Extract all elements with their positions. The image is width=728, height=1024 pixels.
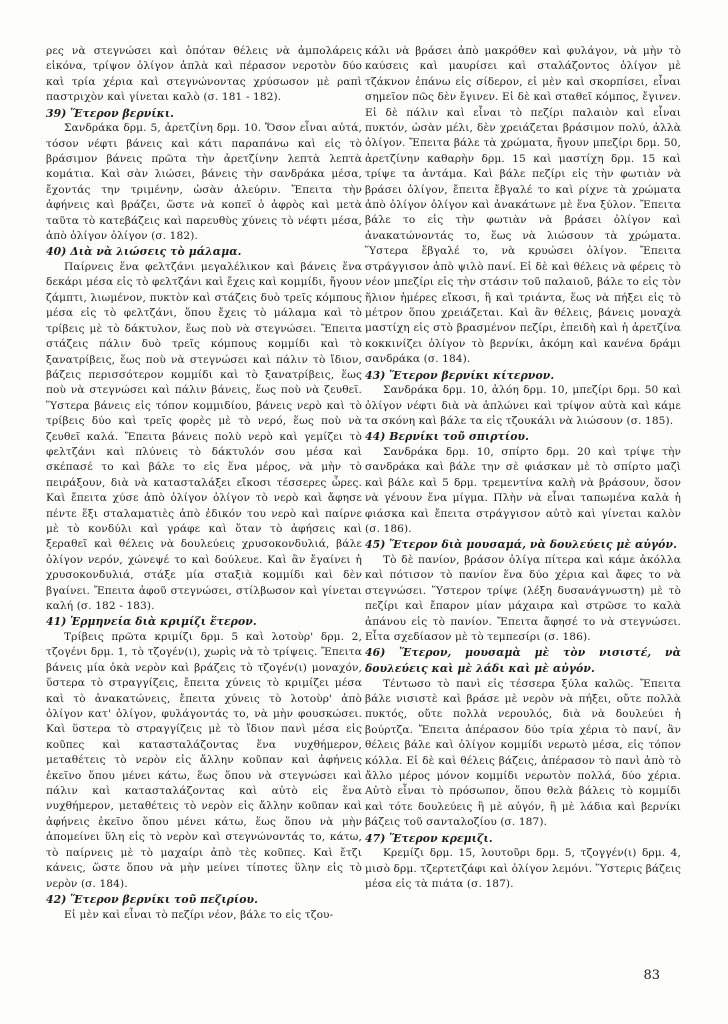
- right-column: [365, 44, 681, 892]
- body-paragraph: Σανδράκα δρμ. 10, σπίρτο δρμ. 20 καὶ τρίψε τὴν σανδράκα καὶ βάλε την σὲ φιάσκαν μὲ τὸ σπίρτο μαζὶ καὶ βάλε καὶ 5 δρμ. τρεμεντίνα καλὴ νὰ βράσουν, ὅσον νὰ γένουν ἕνα μίγμα. Πλὴν νὰ εἶναι ταπωμένα καλὰ ἡ φιάσκα καὶ ἔπειτα στράγγισον αὐτὸ καὶ γίνεται καλὸν (σ. 186).: [365, 445, 681, 535]
- section-heading: 44) Βερνίκι τοῦ σπιρτίου.: [365, 430, 529, 444]
- section-heading: 46) Ἕτερον, μουσαμὰ μὲ τὸν νισιστέ, νὰ δουλεύεις καὶ μὲ λάδι καὶ μὲ αὐγόν.: [365, 646, 681, 675]
- body-paragraph: κάλι νὰ βράσει ἀπὸ μακρόθεν καὶ φυλάγον, νὰ μὴν τὸ καύσεις καὶ μαυρίσει καὶ σταλάζοντος ὀλίγον μὲ τζάκνον ἐπάνω εἰς σίδερον, εἰ μὲν καὶ σκορπίσει, εἶναι σημεῖον πῶς δὲν ἔγινεν. Εἰ δὲ καὶ σταθεῖ κόμπος, ἔγινεν. Εἰ δὲ πάλιν καὶ εἶναι τὸ πεζίρι παλαιὸν καὶ εἶναι πυκτόν, ὡσὰν μέλι, δὲν χρειάζεται βράσιμον πολύ, ἀλλὰ ὀλίγον. Ἔπειτα βάλε τὰ χρώματα, ἤγουν μπεζίρι δρμ. 50, ἀρετζίνην καθαρὴν δρμ. 15 καὶ μαστίχη δρμ. 15 καὶ τρίψε τα ἀντάμα. Καὶ βάλε πεζίρι εἰς τὴν φωτιὰν νὰ βράσει ὀλίγον, ἔπειτα ἔβγαλέ το καὶ ρίχνε τὰ χρώματα ἀπὸ ὀλίγον ὀλίγον καὶ ἀνακάτωνε μὲ ἕνα ξύλον. Ἔπειτα βάλε το εἰς τὴν φωτιὰν νὰ βράσει ὀλίγον καὶ ἀνακατώνοντάς το, ἕως νὰ λιώσουν τὰ χρώματα. Ὕστερα ἔβγαλέ το, νὰ κρυώσει ὀλίγον. Ἔπειτα στράγγισον ἀπὸ ψιλὸ πανί. Εἰ δὲ καὶ θέλεις νὰ φέρεις τὸ νέον μπεζίρι εἰς τὴν στάσιν τοῦ παλαιοῦ, βάλε το εἰς τὸν ἥλιον ἡμέρες εἴκοσι, ἢ καὶ τριάντα, ἕως νὰ πήξει εἰς τὸ μέτρον ὅπου χρειάζεται. Καὶ ἂν θέλεις, βάνεις μοναχὰ μαστίχη εἰς στὸ βρασμένον πεζίρι, ἐπειδὴ καὶ ἡ ἀρετζίνα κοκκινίζει ὀλίγον τὸ βερνίκι, ἀκόμη καὶ κανένα δράμι σανδράκα (σ. 184).: [365, 45, 681, 366]
- body-paragraph: Σανδράκα δρμ. 5, ἀρετζίνη δρμ. 10. Ὅσον εἶναι αὐτά, τόσον νέφτι βάνεις καὶ κάτι παραπάνω καὶ εἰς τὸ βράσιμον βάνεις πρῶτα τὴν ἀρετζίνην λεπτὰ λεπτὰ κομάτια. Καὶ σὰν λιώσει, βάνεις τὴν σανδράκα μέσα, ἔχοντάς την τριμένην, ὡσὰν ἀλεύριν. Ἔπειτα τὴν ἀφήνεις καὶ βράζει, ὥστε νὰ κοπεῖ ὁ ἀφρὸς καὶ μετὰ ταῦτα τὸ κατεβάζεις καὶ παρευθὺς χύνεις τὸ νέφτι μέσα, ἀπὸ ὀλίγον ὀλίγον (σ. 182).: [46, 122, 362, 243]
- body-paragraph: Τρίβεις πρῶτα κριμίζι δρμ. 5 καὶ λοτοὺρ' δρμ. 2, τζογένι δρμ. 1, τὸ τζογέν(ι), χωρὶς νὰ τὸ τρίψεις. Ἔπειτα βάνεις μία ὀκὰ νερὸν καὶ βράζεις τὸ τζογέν(ι) μοναχόν, ὕστερα τὸ στραγγίζεις, ἔπειτα χύνεις τὸ κριμίζει μέσα καὶ τὸ ἀνακατώνεις, ἔπειτα χύνεις τὸ λοτοὺρ' ἀπὸ ὀλίγον κατ' ὀλίγον, φυλάγοντάς το, νὰ μὴν φουσκώσει. Καὶ ὕστερα τὸ στραγγίζεις μὲ τὸ ἴδιον πανὶ μέσα εἰς κοῦπες καὶ κατασταλάζοντας ἕνα νυχθήμερον, μεταθέτεις τὸ νερὸν εἰς ἄλλην κοῦπαν καὶ ἀφήνεις ἐκεῖνο ὅπου μένει κάτω, ἕως ὅπου νὰ στεγνώσει καὶ πάλιν καὶ κατασταλάζοντας καὶ αὐτὸ εἰς ἕνα νυχθήμερον, μεταθέτεις τὸ νερὸν εἰς ἄλλην κοῦπαν καὶ ἀφήνεις ἐκεῖνο ὅπου μένει κάτω, ἕως ὅπου νὰ μὴν ἀπομείνει ὕλη εἰς τὸ νερὸν καὶ στεγνώνοντάς το, κάτω, τὸ παίρνεις μὲ τὸ μαχαίρι ἀπὸ τὲς κοῦπες. Καὶ ἔτζι κάνεις, ὥστε ὅπου νὰ μὴν μείνει τίποτες ὕλην εἰς τὸ νερὸν (σ. 184).: [46, 631, 362, 890]
- section-heading: 45) Ἕτερον διὰ μουσαμά, νὰ δουλεύεις μὲ αὐγόν.: [365, 538, 677, 552]
- body-paragraph: Εἰ μὲν καὶ εἶναι τὸ πεζίρι νέον, βάλε το εἰς τζου-: [64, 908, 334, 921]
- section-heading: 40) Διὰ νὰ λιώσεις τὸ μάλαμα.: [46, 245, 242, 259]
- body-paragraph: ρες νὰ στεγνώσει καὶ ὁπόταν θέλεις νὰ ἀμπολάρεις εἰκόνα, τρίψον ὀλίγον ἁπλὰ καὶ πέρασον νεροτὸν δύο καὶ τρία χέρια καὶ στεγνώνοντας χρύσωσον μὲ ραπὶ παστριχὸν καὶ γίνεται καλὸ (σ. 181 - 182).: [46, 45, 362, 104]
- body-paragraph: Τὸ δὲ πανίον, βράσον ὀλίγα πίτερα καὶ κάμε ἀκόλλα καὶ πότισον τὸ πανίον ἕνα δύο χέρια καὶ ἄφες το νὰ στεγνώσει. Ὕστερον τρίψε (λέξη δυσανάγνωστη) μὲ τὸ πεζίρι καὶ ἔπαρον μίαν μάχαιρα καὶ στρῶσε το καλὰ ἁπάνου εἰς τὸ πανίον. Ἔπειτα ἄφησέ το νὰ στεγνώσει. Εἶτα σχεδίασον μὲ τὸ τεμπεσίρι (σ. 186).: [365, 553, 681, 643]
- left-column: [46, 44, 362, 923]
- body-paragraph: Κρεμίζι δρμ. 15, λουτοῦρι δρμ. 5, τζογγέν(ι) δρμ. 4, μισὸ δρμ. τζερτετζάφι καὶ ὀλίγον λεμόνι. Ὕστερις βάζεις μέσα εἰς τὰ πιάτα (σ. 187).: [365, 847, 681, 891]
- body-paragraph: Παίρνεις ἕνα φελτζάνι μεγαλέλικον καὶ βάνεις ἕνα δεκάρι μέσα εἰς τὸ φελτζάνι καὶ ἔχεις καὶ κομμίδι, ἤγουν ζάμπτι, λιωμένον, πυκτὸν καὶ στάζεις δυὸ τρεῖς κόμπους μέσα εἰς τὸ φελτζάνι, ὅπου ἔχεις τὸ μάλαμα καὶ τὸ τρίβεις μὲ τὸ δάκτυλον, ἕως ποὺ νὰ στεγνώσει. Ἔπειτα στάζεις πάλιν δυὸ τρεῖς κόμπους κομμίδι καὶ τὸ ξανατρίβεις, ἕως ποὺ νὰ στεγνώσει καὶ πάλιν τὸ ἴδιον, βάζεις περισσότερον κομμίδι καὶ τὸ ξανατρίβεις, ἕως ποὺ νὰ στεγνώσει καὶ πάλιν βάνεις, ἕως ποὺ νὰ ζευθεῖ. Ὕστερα βάνεις εἰς τόπον κομμιδίου, βάνεις νερὸ καὶ τὸ τρίβεις δύο καὶ τρεῖς φορὲς μὲ τὸ νερό, ἕως ποὺ νὰ ζευθεῖ καλά. Ἔπειτα βάνεις πολὺ νερὸ καὶ γεμίζει τὸ φελτζάνι καὶ πλύνεις τὸ δάκτυλόν σου μέσα καὶ σκέπασέ το καὶ βάλε το εἰς ἕνα μέρος, νὰ μὴν τὸ πειράξουν, διὰ νὰ κατασταλάξει εἴκοσι τέσσερες ὧρες. Καὶ ἔπειτα χύσε ἀπὸ ὀλίγον ὀλίγον τὸ νερὸ καὶ ἄφησε πέντε ἕξι σταλαματιὲς ἀπὸ ἐδικόν του νερὸ καὶ παίρνε μὲ τὸ κονδύλι καὶ γράφε καὶ ὅταν τὸ ἀφήσεις καὶ ξεραθεῖ καὶ θέλεις νὰ δουλεύεις χρυσοκονδυλιά, βάλε ὀλίγον νερόν, χώνεψέ το καὶ δούλευε. Καὶ ἂν ἔγαίνει ἡ χρυσοκονδυλιά, στάξε μία σταξιὰ κομμίδι καὶ δὲν βγαίνει. Ἔπειτα ἀφοῦ στεγνώσει, στίλβωσον καὶ γίνεται καλή (σ. 182 - 183).: [46, 261, 362, 612]
- page-number: 83: [643, 968, 660, 983]
- section-heading: 39) Ἕτερον βερνίκι.: [46, 106, 175, 120]
- section-heading: 41) Ἑρμηνεία διὰ κριμίζι ἕτερον.: [46, 615, 257, 629]
- body-paragraph: Τέντωσο τὸ πανὶ εἰς τέσσερα ξύλα καλῶς. Ἔπειτα βάλε νισιστὲ καὶ βράσε μὲ νερὸν νὰ πήξει, οὔτε πολλὰ πυκτός, οὔτε πολλὰ νερουλός, διὰ νὰ δουλεύει ἡ βούρτζα. Ἔπειτα ἀπέρασον δύο τρία χέρια τὸ πανί, ἂν θέλεις βάλε καὶ ὀλίγον κομμίδι νερωτὸ μέσα, εἰς τόπον κόλλα. Εἰ δὲ καὶ θέλεις βάζεις, ἀπέρασον τὸ πανὶ ἀπὸ τὸ ἄλλο μέρος μόνον κομμίδι νερωτὸν πολλά, δύο χέρια. Αὐτὸ εἶναι τὸ πρόσωπον, ὅπου θελὰ βάλεις τὸ κομμίδι καὶ τότε δουλεύεις ἢ μὲ αὐγόν, ἢ μὲ λάδια καὶ βερνίκι βάζεις τοῦ σανταλοζίου (σ. 187).: [365, 677, 681, 829]
- section-heading: 43) Ἕτερον βερνίκι κίτερνον.: [365, 368, 555, 382]
- section-heading: 47) Ἕτερον κρεμιζι.: [365, 831, 493, 845]
- section-heading: 42) Ἕτερον βερνίκι τοῦ πεζιρίου.: [46, 892, 259, 906]
- body-paragraph: Σανδράκα δρμ. 10, ἀλόη δρμ. 10, μπεζίρι δρμ. 50 καὶ ὀλίγον νέφτι διὰ νὰ ἁπλώνει καὶ τρίψον αὐτὰ καὶ κάμε τα σκόνη καὶ βάλε τα εἰς τζουκάλι νὰ λιώσουν (σ. 185).: [365, 384, 681, 427]
